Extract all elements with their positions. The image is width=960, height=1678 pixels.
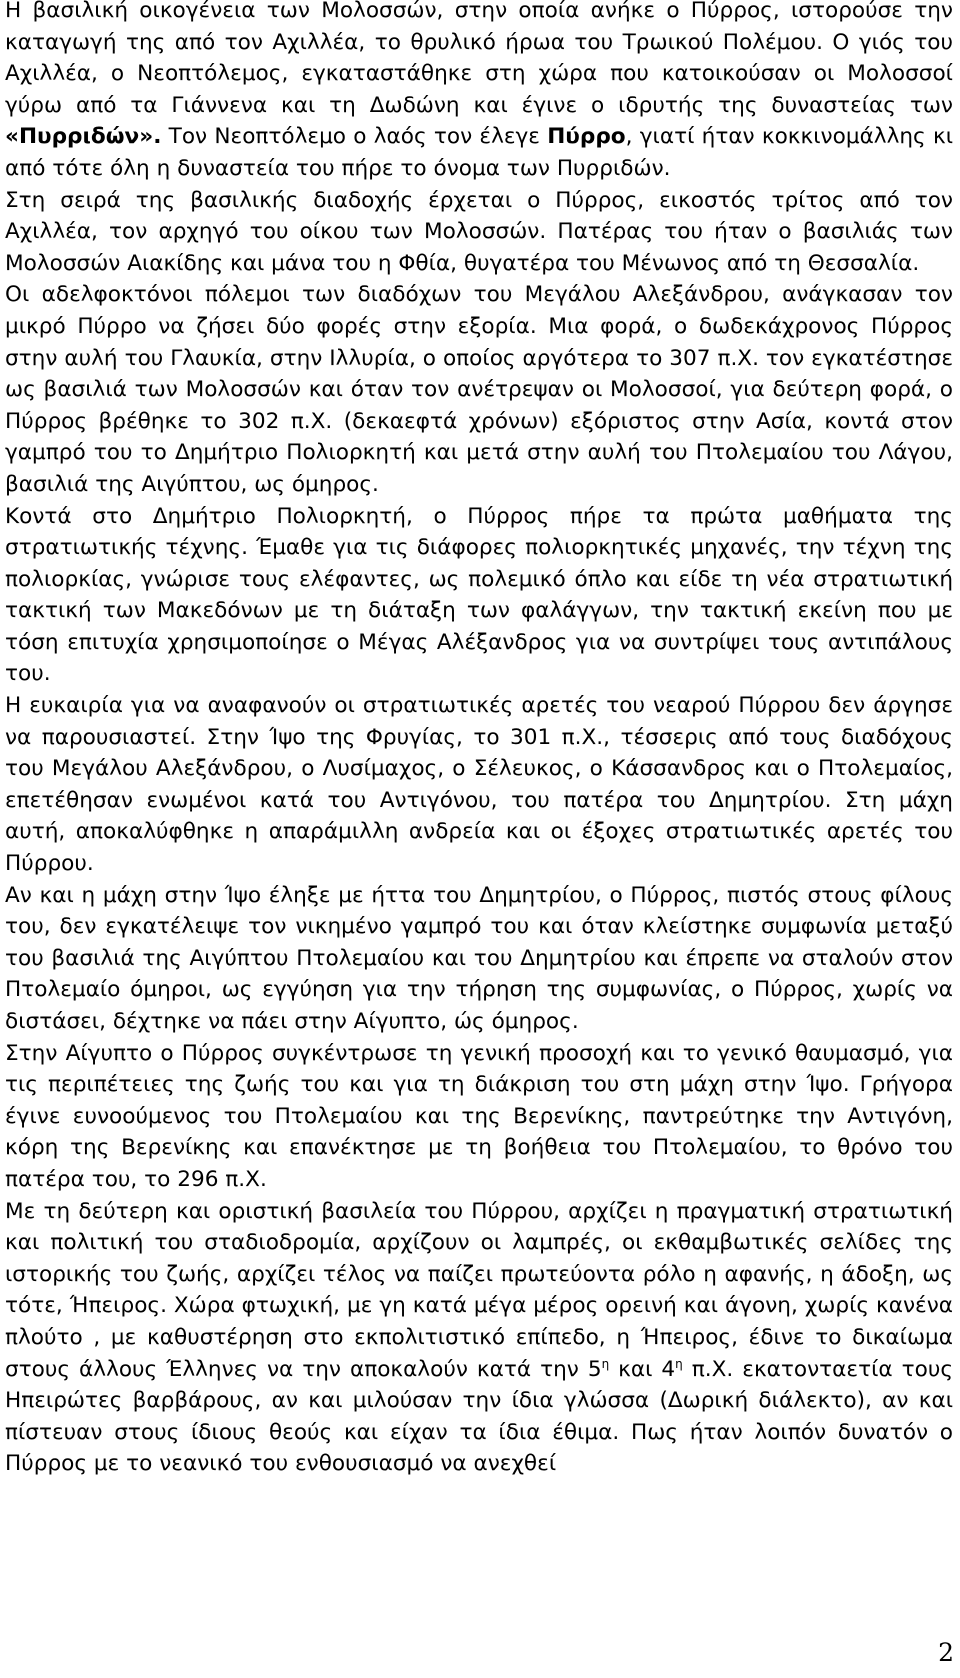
superscript-ordinal: η: [601, 1356, 610, 1371]
text-run: Με τη δεύτερη και οριστική βασιλεία του Πύρρου, αρχίζει η πραγματική στρατιωτική και πολιτική του σταδιοδρομία, αρχίζουν οι λαμπρές, οι εκθαμβωτικές σελίδες της ιστορικής του ζωής, αρχίζει τέλος να παίζει πρωτεύοντα ρόλο η αφανής, η άδοξη, ως τότε, Ήπειρος. Χώρα φτωχική, με γη κατά μέγα μέρος ορεινή και άγονη, χωρίς κανένα πλούτο , με καθυστέρηση στο εκπολιτιστικό επίπεδο, η Ήπειρος, έδινε το δικαίωμα στους άλλους Έλληνες να την αποκαλούν κατά την 5: [5, 1198, 953, 1382]
bold-term-pyrrhids: «Πυρριδών».: [5, 124, 162, 150]
text-run: , γιατί ήταν κοκκινομάλλης κι από τότε όλη η δυναστεία του πήρε το όνομα των Πυρριδών.: [5, 124, 954, 181]
paragraph-hostage-egypt: Αν και η μάχη στην Ίψο έληξε με ήττα του Δημητρίου, ο Πύρρος, πιστός στους φίλους του, δεν εγκατέλειψε τον νικημένο γαμπρό του και όταν κλείστηκε συμφωνία μεταξύ του βασιλιά της Αιγύπτου Πτολεμαίου και του Δημητρίου και έπρεπε να σταλούν στον Πτολεμαίο όμηροι, ως εγγύηση για την τήρηση της συμφωνίας, ο Πύρρος, χωρίς να διστάσει, δέχτηκε να πάει στην Αίγυπτο, ώς όμηρος.: [5, 882, 953, 1034]
paragraph-succession: Στη σειρά της βασιλικής διαδοχής έρχεται ο Πύρρος, εικοστός τρίτος από τον Αχιλλέα, τον αρχηγό του οίκου των Μολοσσών. Πατέρας του ήταν ο βασιλιάς των Μολοσσών Αιακίδης και μάνα του η Φθία, θυγατέρα του Μένωνος από τη Θεσσαλία.: [5, 187, 953, 276]
text-run: Τον Νεοπτόλεμο ο λαός τον έλεγε: [161, 124, 548, 150]
paragraph-military-training: Κοντά στο Δημήτριο Πολιορκητή, ο Πύρρος πήρε τα πρώτα μαθήματα της στρατιωτικής τέχνης. Έμαθε για τις διάφορες πολιορκητικές μηχανές, την τέχνη της πολιορκίας, γνώρισε τους ελέφαντες, ως πολεμικό όπλο και είδε τη νέα στρατιωτική τακτική των Μακεδόνων με τη διάταξη των φαλάγγων, την τακτική εκείνη που με τόση επιτυχία χρησιμοποίησε ο Μέγας Αλέξανδρος για να συντρίψει τους αντιπάλους του.: [5, 503, 953, 687]
text-run: και 4: [609, 1356, 676, 1382]
paragraph-exile: Οι αδελφοκτόνοι πόλεμοι των διαδόχων του Μεγάλου Αλεξάνδρου, ανάγκασαν τον μικρό Πύρρο να ζήσει δύο φορές στην εξορία. Μια φορά, ο δωδεκάχρονος Πύρρος στην αυλή του Γλαυκία, στην Ιλλυρία, ο οποίος αργότερα το 307 π.Χ. τον εγκατέστησε ως βασιλιά των Μολοσσών και όταν τον ανέτρεψαν οι Μολοσσοί, για δεύτερη φορά, ο Πύρρος βρέθηκε το 302 π.Χ. (δεκαεφτά χρόνων) εξόριστος στην Ασία, κοντά στον γαμπρό του το Δημήτριο Πολιορκητή και μετά στην αυλή του Πτολεμαίου του Λάγου, βασιλιά της Αιγύπτου, ως όμηρος.: [5, 282, 953, 497]
superscript-ordinal: η: [675, 1356, 683, 1371]
page-number: 2: [938, 1638, 954, 1667]
paragraph-return-to-throne: Στην Αίγυπτο ο Πύρρος συγκέντρωσε τη γενική προσοχή και το γενικό θαυμασμό, για τις περιπέτειες της ζωής του και για τη διάκριση του στη μάχη στην Ίψο. Γρήγορα έγινε ευνοούμενος του Πτολεμαίου και της Βερενίκης, παντρεύτηκε την Αντιγόνη, κόρη της Βερενίκης και επανέκτησε με τη βοήθεια του Πτολεμαίου, το θρόνο του πατέρα του, το 296 π.Χ.: [5, 1040, 953, 1192]
bold-term-pyrrhus: Πύρρο: [547, 124, 626, 150]
paragraph-epirus-rise: [5, 1196, 953, 1480]
paragraph-molossian-dynasty: [5, 0, 953, 185]
document-page: [5, 0, 953, 1678]
paragraph-battle-of-ipsus: Η ευκαιρία για να αναφανούν οι στρατιωτικές αρετές του νεαρού Πύρρου δεν άργησε να παρουσιαστεί. Στην Ίψο της Φρυγίας, το 301 π.Χ., τέσσερις από τους διαδόχους του Μεγάλου Αλεξάνδρου, ο Λυσίμαχος, ο Σέλευκος, ο Κάσσανδρος και ο Πτολεμαίος, επετέθησαν ενωμένοι κατά του Αντιγόνου, του πατέρα του Δημητρίου. Στη μάχη αυτή, αποκαλύφθηκε η απαράμιλλη ανδρεία και οι έξοχες στρατιωτικές αρετές του Πύρρου.: [5, 693, 953, 877]
text-run: π.Χ. εκατονταετία τους Ηπειρώτες βαρβάρους, αν και μιλούσαν την ίδια γλώσσα (Δωρική διάλεκτο), αν και πίστευαν στους ίδιους θεούς και είχαν τα ίδια έθιμα. Πως ήταν λοιπόν δυνατόν ο Πύρρος με το νεανικό του ενθουσιασμό να ανεχθεί: [5, 1356, 953, 1477]
text-run: Η βασιλική οικογένεια των Μολοσσών, στην οποία ανήκε ο Πύρρος, ιστορούσε την καταγωγή της από τον Αχιλλέα, το θρυλικό ήρωα του Τρωικού Πολέμου. Ο γιός του Αχιλλέα, ο Νεοπτόλεμος, εγκαταστάθηκε στη χώρα που κατοικούσαν οι Μολοσσοί γύρω από τα Γιάννενα και τη Δωδώνη και έγινε ο ιδρυτής της δυναστείας των: [5, 0, 953, 118]
